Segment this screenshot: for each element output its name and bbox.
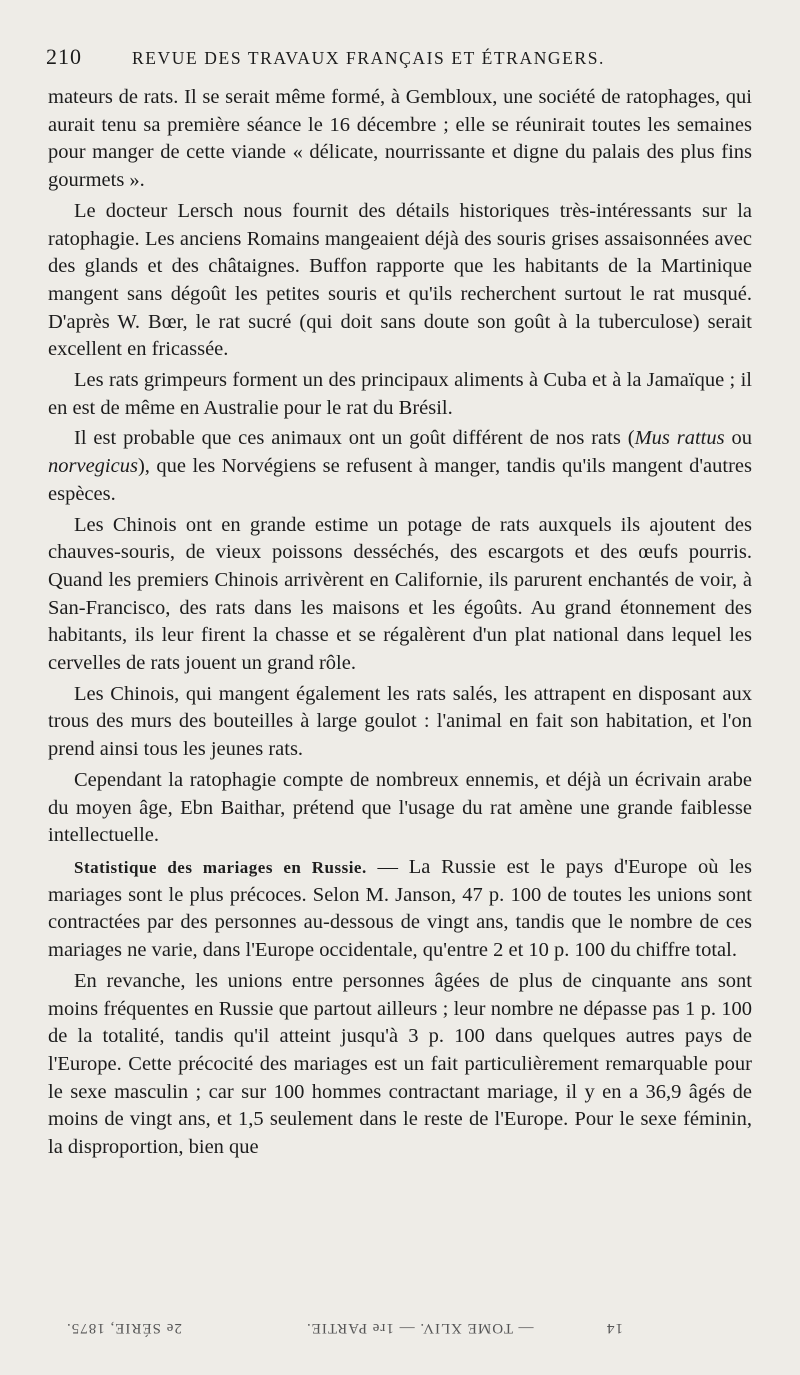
paragraph-7: Cependant la ratophagie compte de nombreux ennemis, et déjà un écrivain arabe du moyen âge, Ebn Baithar, prétend que l'usage du rat amène une grande faiblesse intellectuelle. <box>48 768 752 847</box>
page-footer <box>46 1319 760 1345</box>
footer-tome: — TOME XLIV. — 1re PARTIE. <box>306 1320 534 1336</box>
page-number: 210 <box>46 44 82 69</box>
species-name-norvegicus: norvegicus <box>48 455 138 478</box>
footer-series: 2e SÉRIE, 1875. <box>66 1320 182 1336</box>
page-body <box>48 84 752 1165</box>
running-title: REVUE DES TRAVAUX FRANÇAIS ET ÉTRANGERS. <box>132 48 606 68</box>
paragraph-8-text: — La Russie est le pays d'Europe où les mariages sont le plus précoces. Selon M. Janson, 47 p. 100 de toutes les unions sont contractées par des personnes au-dessous de vingt ans, tandis que le nombre de ces mariages ne varie, dans l'Europe occidentale, qu'entre 2 et 10 p. 100 du chiffre total. <box>48 855 752 962</box>
paragraph-3: Les rats grimpeurs forment un des principaux aliments à Cuba et à la Jamaïque ; il en est de même en Australie pour le rat du Brésil. <box>48 369 752 419</box>
paragraph-4-middle: ou <box>724 427 752 450</box>
paragraph-5: Les Chinois ont en grande estime un potage de rats auxquels ils ajoutent des chauves-souris, de vieux poissons desséchés, des escargots et des œufs pourris. Quand les premiers Chinois arrivèrent en Californie, ils parurent enchantés de voir, à San-Francisco, des rats dans les maisons et les égoûts. Au grand étonnement des habitants, ils leur firent la chasse et se régalèrent d'un plat national dans lequel les cervelles de rats jouent un grand rôle. <box>48 513 752 675</box>
paragraph-8 <box>48 854 752 965</box>
page-header <box>46 40 760 74</box>
paragraph-6: Les Chinois, qui mangent également les rats salés, les attrapent en disposant aux trous des murs des bouteilles à large goulot : l'animal en fait son habitation, et l'on prend ainsi tous les jeunes rats. <box>48 682 752 761</box>
section-title: Statistique des mariages en Russie. <box>74 857 367 877</box>
footer-sheet-number: 14 <box>606 1320 623 1336</box>
paragraph-9: En revanche, les unions entre personnes âgées de plus de cinquante ans sont moins fréquentes en Russie que partout ailleurs ; leur nombre ne dépasse pas 1 p. 100 de la totalité, tandis qu'il atteint jusqu'à 3 p. 100 dans quelques autres pays de l'Europe. Cette précocité des mariages est un fait particulièrement remarquable pour le sexe masculin ; car sur 100 hommes contractant mariage, il y en a 36,9 âgés de moins de vingt ans, et 1,5 seulement dans le reste de l'Europe. Pour le sexe féminin, la disproportion, bien que <box>48 969 752 1159</box>
paragraph-1: mateurs de rats. Il se serait même formé, à Gembloux, une société de ratophages, qui aurait tenu sa première séance le 16 décembre ; elle se réunirait toutes les semaines pour manger de cette viande « délicate, nourrissante et digne du palais des plus fins gourmets ». <box>48 86 752 192</box>
paragraph-2: Le docteur Lersch nous fournit des détails historiques très-intéressants sur la ratophagie. Les anciens Romains mangeaient déjà des souris grises assaisonnées avec des glands et des châtaignes. Buffon rapporte que les habitants de la Martinique mangent sans dégoût les petites souris et qu'ils recherchent surtout le rat musqué. D'après W. Bœr, le rat sucré (qui doit sans doute son goût à la tuberculose) serait excellent en fricassée. <box>48 199 752 361</box>
species-name-rattus: Mus rattus <box>634 427 725 450</box>
paragraph-4 <box>48 425 752 508</box>
paragraph-4-end: ), que les Norvégiens se refusent à manger, tandis qu'ils mangent d'autres espèces. <box>48 455 752 505</box>
paragraph-4-start: Il est probable que ces animaux ont un goût différent de nos rats ( <box>74 427 635 450</box>
